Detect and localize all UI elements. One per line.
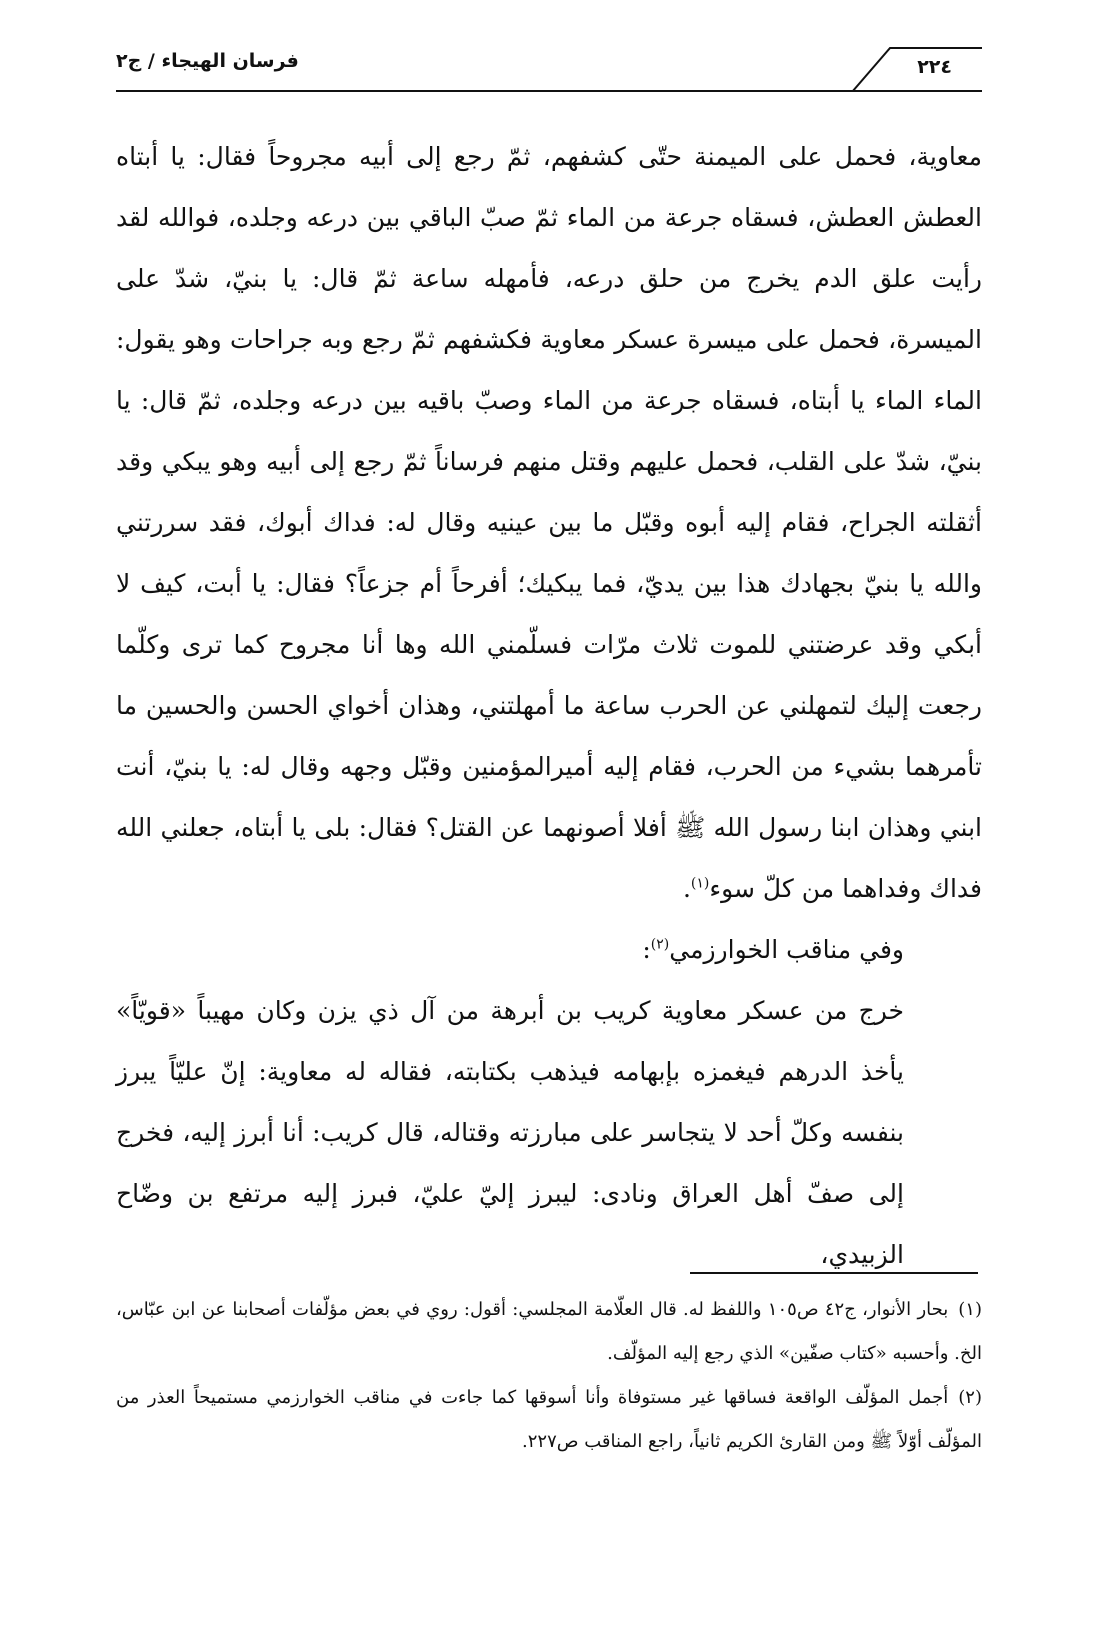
footnote-text: أجمل المؤلّف الواقعة فساقها غير مستوفاة وأنا أسوقها كما جاءت في مناقب الخوارزمي مستميحاً العذر من المؤلّف أوّلاً ﷺ ومن القارئ الكريم ثانياً، راجع المناقب ص٢٢٧. (116, 1387, 982, 1452)
footnote-ref[interactable]: (٢) (650, 936, 670, 953)
running-title: فرسان الهيجاء / ج٢ (116, 50, 299, 72)
footnote (116, 1376, 982, 1464)
header-rule (116, 90, 982, 92)
footnotes (116, 1288, 982, 1464)
footnote-number: (١) (958, 1299, 982, 1320)
page-header (116, 44, 982, 94)
paragraph: معاوية، فحمل على الميمنة حتّى كشفهم، ثمّ رجع إلى أبيه مجروحاً فقال: يا أبتاه العطش العطش، فسقاه جرعة من الماء ثمّ صبّ الباقي بين درعه وجلده، فوالله لقد رأيت علق الدم يخرج من حلق درعه، فأمهله ساعة ثمّ قال: يا بنيّ، شدّ على الميسرة، فحمل على ميسرة عسكر معاوية فكشفهم ثمّ رجع وبه جراحات وهو يقول: الماء الماء يا أبتاه، فسقاه جرعة من الماء وصبّ باقيه بين درعه وجلده، ثمّ قال: يا بنيّ، شدّ على القلب، فحمل عليهم وقتل منهم فرساناً ثمّ رجع إلى أبيه وهو يبكي وقد أثقلته الجراح، فقام إليه أبوه وقبّل ما بين عينيه وقال له: فداك أبوك، فقد سررتني والله يا بنيّ بجهادك هذا بين يديّ، فما يبكيك؛ أفرحاً أم جزعاً؟ فقال: يا أبت، كيف لا أبكي وقد عرضتني للموت ثلاث مرّات فسلّمني الله وها أنا مجروح كما ترى وكلّما رجعت إليك لتمهلني عن الحرب ساعة ما أمهلتني، وهذان أخواي الحسن والحسين ما تأمرهما بشيء من الحرب، فقام إليه أميرالمؤمنين وقبّل وجهه وقال له: يا بنيّ، أنت ابني وهذان ابنا رسول الله ﷺ أفلا أصونهما عن القتل؟ فقال: بلى يا أبتاه، جعلني الله فداك وفداهما من كلّ سوء$^{(١)}$. (116, 142, 982, 903)
footnote-number: (٢) (958, 1387, 982, 1408)
footnote-divider (690, 1272, 978, 1274)
footnote-ref[interactable]: (١) (690, 875, 710, 892)
main-text (116, 126, 982, 1285)
footnote-text: بحار الأنوار، ج٤٢ ص١٠٥ واللفظ له. قال العلّامة المجلسي: أقول: روي في بعض مؤلّفات أصحابنا عن ابن عبّاس، الخ. وأحسبه «كتاب صفّين» الذي رجع إليه المؤلّف. (116, 1299, 982, 1364)
page-number: ٢٢٤ (917, 56, 952, 78)
paragraph: وفي مناقب الخوارزمي$^{(٢)}$: (642, 935, 904, 964)
footnote (116, 1288, 982, 1376)
paragraph: خرج من عسكر معاوية كريب بن أبرهة من آل ذي يزن وكان مهيباً «قويّاً» يأخذ الدرهم فيغمزه بإبهامه فيذهب بكتابته، فقاله له معاوية: إنّ عليّاً يبرز بنفسه وكلّ أحد لا يتجاسر على مبارزته وقتاله، قال كريب: أنا أبرز إليه، فخرج إلى صفّ أهل العراق ونادى: ليبرز إليّ عليّ، فبرز إليه مرتفع بن وضّاح الزبيدي، (116, 996, 904, 1269)
